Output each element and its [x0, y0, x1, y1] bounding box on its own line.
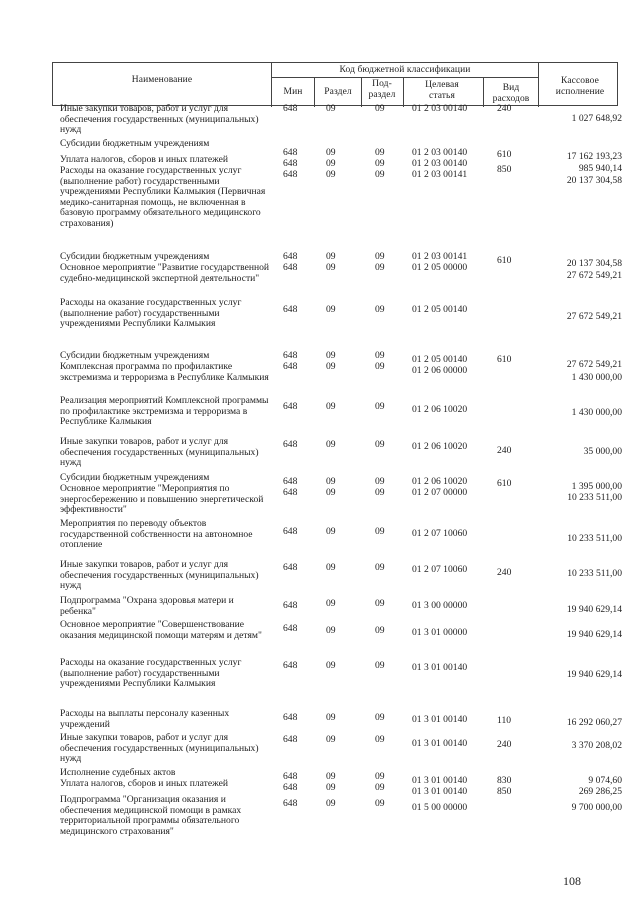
row-razdel: 09: [326, 361, 336, 372]
row-celevaya: 01 2 07 00000: [412, 487, 468, 498]
row-min: 648: [283, 562, 298, 573]
row-razdel: 09: [326, 169, 336, 180]
row-celevaya: 01 2 05 00140: [412, 304, 468, 315]
row-vid: 850: [497, 164, 512, 175]
row-name: Мероприятия по переводу объектов государственной собственности на автономное отопление: [60, 518, 253, 551]
row-name: Подпрограмма "Охрана здоровья матери и ребенка": [60, 595, 234, 617]
header-name: Наименование: [131, 75, 193, 85]
row-razdel: 09: [326, 147, 336, 158]
row-vid: 610: [497, 255, 512, 266]
row-sum: 27 672 549,21: [566, 270, 622, 281]
row-min: 648: [283, 734, 298, 745]
row-razdel: 09: [326, 103, 336, 114]
row-podrazdel: 09: [375, 782, 385, 793]
row-name: Исполнение судебных актов: [60, 767, 176, 778]
row-podrazdel: 09: [375, 401, 385, 412]
header-min: Мин: [283, 87, 303, 97]
row-podrazdel: 09: [375, 487, 385, 498]
row-vid: 240: [497, 567, 512, 578]
row-min: 648: [283, 439, 298, 450]
row-razdel: 09: [326, 439, 336, 450]
row-vid: 610: [497, 478, 512, 489]
page-number: 108: [563, 874, 581, 888]
row-vid: 240: [497, 739, 512, 750]
row-sum: 1 430 000,00: [571, 372, 622, 383]
row-name: Субсидии бюджетным учреждениям: [60, 472, 210, 483]
row-celevaya: 01 2 03 00141: [412, 169, 468, 180]
row-sum: 9 074,60: [588, 775, 622, 786]
row-vid: 850: [497, 786, 512, 797]
row-podrazdel: 09: [375, 660, 385, 671]
row-podrazdel: 09: [375, 439, 385, 450]
row-podrazdel: 09: [375, 158, 385, 169]
row-podrazdel: 09: [375, 147, 385, 158]
row-razdel: 09: [326, 158, 336, 169]
row-vid: 610: [497, 354, 512, 365]
row-razdel: 09: [326, 476, 336, 487]
row-min: 648: [283, 169, 298, 180]
header-code-group: Код бюджетной классификации: [339, 65, 471, 75]
row-min: 648: [283, 158, 298, 169]
row-vid: 240: [497, 445, 512, 456]
row-sum: 1 027 648,92: [571, 113, 622, 124]
row-podrazdel: 09: [375, 526, 385, 537]
row-podrazdel: 09: [375, 103, 385, 114]
row-sum: 3 370 208,02: [571, 740, 622, 751]
row-podrazdel: 09: [375, 350, 385, 361]
row-name: Иные закупки товаров, работ и услуг для обеспечения государственных (муниципальных) нужд: [60, 436, 259, 469]
row-podrazdel: 09: [375, 251, 385, 262]
row-podrazdel: 09: [375, 262, 385, 273]
row-sum: 27 672 549,21: [566, 311, 622, 322]
row-min: 648: [283, 147, 298, 158]
row-name: Расходы на оказание государственных услуг (выполнение работ) государственными учреждениями Республики Калмыкия: [60, 297, 242, 330]
row-name: Основное мероприятие "Совершенствование оказания медицинской помощи матерям и детям": [60, 619, 262, 641]
row-celevaya: 01 3 01 00000: [412, 627, 468, 638]
row-sum: 1 430 000,00: [571, 407, 622, 418]
row-celevaya: 01 2 06 10020: [412, 404, 468, 415]
row-sum: 9 700 000,00: [571, 802, 622, 813]
row-razdel: 09: [326, 526, 336, 537]
row-podrazdel: 09: [375, 625, 385, 636]
row-vid: 830: [497, 775, 512, 786]
row-name: Комплексная программа по профилактике экстремизма и терроризма в Республике Калмыкия: [60, 361, 269, 383]
row-name: Иные закупки товаров, работ и услуг для обеспечения государственных (муниципальных) нужд: [60, 559, 259, 592]
row-razdel: 09: [326, 251, 336, 262]
row-razdel: 09: [326, 304, 336, 315]
row-sum: 269 286,25: [578, 786, 622, 797]
row-sum: 10 233 511,00: [567, 533, 622, 544]
row-sum: 27 672 549,21: [566, 359, 622, 370]
row-podrazdel: 09: [375, 304, 385, 315]
row-celevaya: 01 2 06 00000: [412, 365, 468, 376]
row-sum: 19 940 629,14: [566, 669, 622, 680]
row-celevaya: 01 3 01 00140: [412, 738, 468, 749]
row-razdel: 09: [326, 401, 336, 412]
row-podrazdel: 09: [375, 361, 385, 372]
row-celevaya: 01 2 03 00140: [412, 158, 468, 169]
row-celevaya: 01 2 07 10060: [412, 564, 468, 575]
row-min: 648: [283, 623, 298, 634]
row-celevaya: 01 2 06 10020: [412, 476, 468, 487]
row-celevaya: 01 2 05 00140: [412, 354, 468, 365]
row-sum: 20 137 304,58: [566, 175, 622, 186]
row-name: Подпрограмма "Организация оказания и обеспечения медицинской помощи в рамках территориальной программы обязательного медицинского страхования": [60, 794, 242, 837]
row-celevaya: 01 2 03 00140: [412, 147, 468, 158]
row-name: Расходы на оказание государственных услуг (выполнение работ) государственными учреждениями Республики Калмыкия (Первичная медико-санитарная помощь, не включенная в базовую программу обязательного медицинского страхования): [60, 165, 266, 229]
row-celevaya: 01 5 00 00000: [412, 802, 468, 813]
row-min: 648: [283, 262, 298, 273]
row-celevaya: 01 3 01 00140: [412, 786, 468, 797]
row-vid: 610: [497, 149, 512, 160]
row-min: 648: [283, 712, 298, 723]
row-min: 648: [283, 251, 298, 262]
row-min: 648: [283, 103, 298, 114]
row-name: Субсидии бюджетным учреждениям: [60, 350, 210, 361]
row-min: 648: [283, 476, 298, 487]
row-podrazdel: 09: [375, 562, 385, 573]
row-razdel: 09: [326, 262, 336, 273]
row-celevaya: 01 3 01 00140: [412, 714, 468, 725]
row-celevaya: 01 3 00 00000: [412, 600, 468, 611]
row-razdel: 09: [326, 625, 336, 636]
row-name: Основное мероприятие "Мероприятия по энергосбережению и повышению энергетической эффективности": [60, 483, 264, 516]
header-podrazdel: Под-раздел: [368, 79, 396, 100]
row-min: 648: [283, 771, 298, 782]
row-min: 648: [283, 526, 298, 537]
row-sum: 35 000,00: [583, 446, 622, 457]
row-sum: 17 162 193,23: [566, 151, 622, 162]
row-vid: 110: [497, 715, 512, 726]
row-sum: 19 940 629,14: [566, 629, 622, 640]
row-name: Иные закупки товаров, работ и услуг для обеспечения государственных (муниципальных) нужд: [60, 732, 259, 765]
row-min: 648: [283, 487, 298, 498]
row-podrazdel: 09: [375, 798, 385, 809]
row-name: Субсидии бюджетным учреждениям: [60, 138, 210, 149]
row-podrazdel: 09: [375, 712, 385, 723]
row-razdel: 09: [326, 598, 336, 609]
row-celevaya: 01 2 03 00141: [412, 251, 468, 262]
row-razdel: 09: [326, 487, 336, 498]
row-razdel: 09: [326, 350, 336, 361]
row-name: Основное мероприятие "Развитие государственной судебно-медицинской экспертной деятельности": [60, 262, 270, 284]
row-celevaya: 01 2 05 00000: [412, 262, 468, 273]
row-razdel: 09: [326, 734, 336, 745]
header-vid: Вид расходов: [492, 83, 530, 104]
row-sum: 1 395 000,00: [571, 481, 622, 492]
row-razdel: 09: [326, 562, 336, 573]
row-min: 648: [283, 782, 298, 793]
header-kassa: Кассовое исполнение: [555, 76, 605, 97]
row-sum: 16 292 060,27: [566, 717, 622, 728]
row-razdel: 09: [326, 771, 336, 782]
row-name: Реализация мероприятий Комплексной программы по профилактике экстремизма и терроризма в Республике Калмыкия: [60, 395, 269, 428]
row-celevaya: 01 2 07 10060: [412, 528, 468, 539]
row-name: Иные закупки товаров, работ и услуг для обеспечения государственных (муниципальных) нужд: [60, 103, 259, 136]
header-razdel: Раздел: [324, 87, 352, 97]
row-sum: 19 940 629,14: [566, 604, 622, 615]
row-celevaya: 01 3 01 00140: [412, 775, 468, 786]
row-min: 648: [283, 350, 298, 361]
row-min: 648: [283, 600, 298, 611]
row-name: Субсидии бюджетным учреждениям: [60, 251, 210, 262]
row-name: Уплата налогов, сборов и иных платежей: [60, 154, 229, 165]
row-name: Расходы на оказание государственных услуг (выполнение работ) государственными учреждениями Республики Калмыкия: [60, 657, 242, 690]
row-podrazdel: 09: [375, 734, 385, 745]
row-razdel: 09: [326, 712, 336, 723]
row-sum: 985 940,14: [578, 163, 622, 174]
row-podrazdel: 09: [375, 598, 385, 609]
row-sum: 10 233 511,00: [567, 568, 622, 579]
header-celevaya: Целевая статья: [425, 80, 459, 101]
row-min: 648: [283, 660, 298, 671]
row-celevaya: 01 2 06 10020: [412, 441, 468, 452]
row-razdel: 09: [326, 798, 336, 809]
row-podrazdel: 09: [375, 169, 385, 180]
row-min: 648: [283, 401, 298, 412]
row-razdel: 09: [326, 782, 336, 793]
row-sum: 10 233 511,00: [567, 492, 622, 503]
row-name: Расходы на выплаты персоналу казенных учреждений: [60, 708, 230, 730]
row-celevaya: 01 3 01 00140: [412, 662, 468, 673]
row-sum: 20 137 304,58: [566, 258, 622, 269]
row-min: 648: [283, 798, 298, 809]
row-min: 648: [283, 304, 298, 315]
row-celevaya: 01 2 03 00140: [412, 103, 468, 114]
row-podrazdel: 09: [375, 476, 385, 487]
row-min: 648: [283, 361, 298, 372]
row-vid: 240: [497, 103, 512, 114]
row-razdel: 09: [326, 660, 336, 671]
row-name: Уплата налогов, сборов и иных платежей: [60, 778, 229, 789]
row-podrazdel: 09: [375, 771, 385, 782]
